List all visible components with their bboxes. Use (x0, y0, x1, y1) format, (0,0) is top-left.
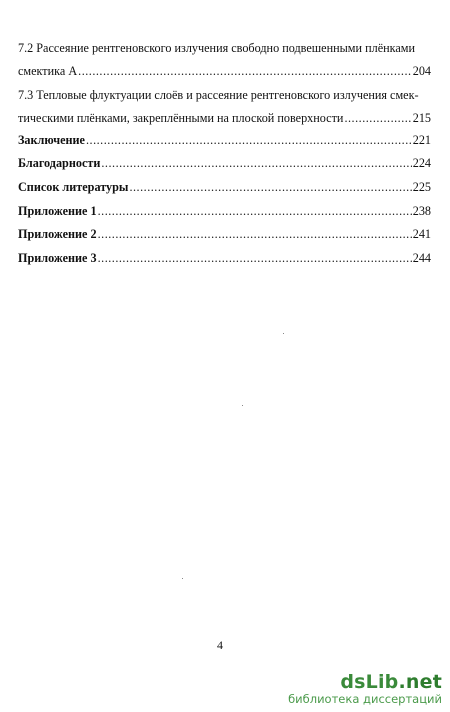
toc-page-number: 244 (412, 251, 431, 265)
toc-row-7-3[interactable] (18, 110, 431, 126)
toc-page-number: 215 (412, 111, 431, 125)
toc-leader-dots (98, 250, 412, 266)
toc-leader-dots (98, 203, 412, 219)
toc-entry-title: Благодарности (18, 156, 101, 170)
toc-page-number: 238 (412, 204, 431, 218)
dslib-watermark[interactable] (288, 672, 442, 706)
toc-entry-title: Заключение (18, 133, 85, 147)
toc-leader-dots (98, 226, 412, 242)
toc-entry-title: Приложение 3 (18, 251, 97, 265)
scan-speck (283, 333, 284, 334)
toc-entry-title: Приложение 2 (18, 227, 97, 241)
toc-7-3-line2: тическими плёнками, закреплёнными на плоской поверхности (18, 111, 344, 125)
toc-row-appendix-1[interactable] (18, 203, 431, 219)
toc-page-number: 221 (412, 133, 431, 147)
toc-page-number: 224 (412, 156, 431, 170)
toc-leader-dots (344, 110, 411, 126)
toc-row-conclusion[interactable] (18, 132, 431, 148)
page-number: 4 (217, 638, 223, 652)
toc-page-number: 204 (412, 64, 431, 78)
toc-row-references[interactable] (18, 179, 431, 195)
toc-7-2-line2: смектика А (18, 64, 78, 78)
toc-7-2-line1: 7.2 Рассеяние рентгеновского излучения свободно подвешенными плёнками (18, 41, 416, 55)
toc-row-7-2[interactable] (18, 63, 431, 79)
scan-speck (182, 578, 183, 579)
dslib-subtitle: библиотека диссертаций (288, 692, 442, 706)
toc-row-appendix-2[interactable] (18, 226, 431, 242)
toc-leader-dots (86, 132, 412, 148)
toc-page-number: 241 (412, 227, 431, 241)
toc-leader-dots (78, 63, 412, 79)
toc-entry-title: Приложение 1 (18, 204, 97, 218)
toc-row-appendix-3[interactable] (18, 250, 431, 266)
scan-speck (242, 405, 243, 406)
dslib-logo: dsLib.net (340, 671, 442, 693)
toc-leader-dots (101, 155, 411, 171)
toc-row-acknowledgements[interactable] (18, 155, 431, 171)
toc-entry-title: Список литературы (18, 180, 129, 194)
toc-leader-dots (129, 179, 411, 195)
toc-7-3-line1: 7.3 Тепловые флуктуации слоёв и рассеяние рентгеновского излучения смек- (18, 88, 419, 102)
toc-page-number: 225 (412, 180, 431, 194)
